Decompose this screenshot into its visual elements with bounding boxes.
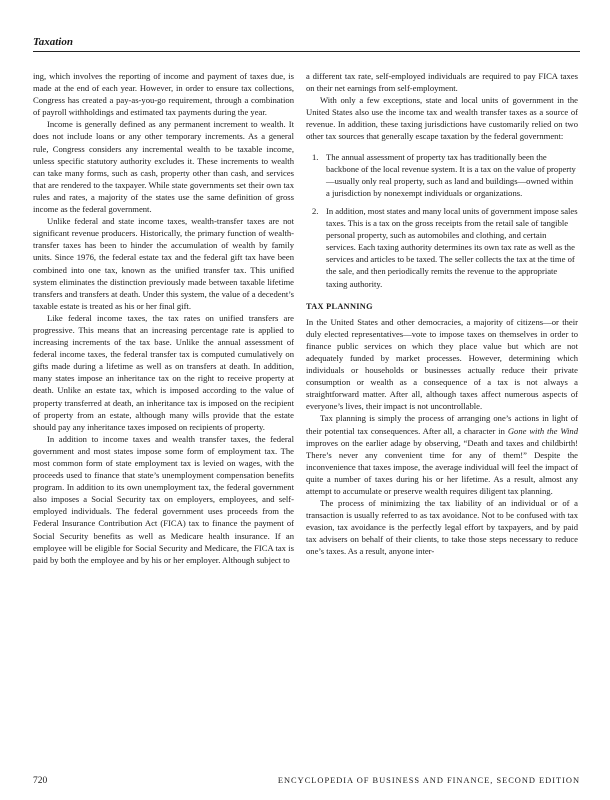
list-item [306,151,578,199]
paragraph: Unlike federal and state income taxes, wealth-transfer taxes are not significant revenue producers. Historically, the primary function of wealth-transfer taxes has been to hinder the accumulation of wealth by family units. Since 1976, the federal estate tax and the federal gift tax have been combined into one tax, known as the unified transfer tax. This unified system eliminates the distinction previously made between taxable lifetime transfers and transfers at death. Under this system, the value of a decedent’s taxable estate is treated as his or her final gift. [33,216,294,311]
list-item-text: The annual assessment of property tax has traditionally been the backbone of the local revenue system. It is a tax on the value of property—usually only real property, such as land and buildings—owned within a jurisdiction by nonexempt individuals or organizations. [326,151,576,198]
list-number: 1. [312,151,319,162]
paragraph: a different tax rate, self-employed individuals are required to pay FICA taxes on their net earnings from self-employment. [306,71,578,94]
left-column [33,70,294,566]
list-item-text: In addition, most states and many local units of government impose sales taxes. This is a tax on the gross receipts from the retail sale of tangible personal property, such as automobiles and clothing, and certain services. Each taxing authority determines its own tax rate as well as the services and articles to be taxed. The seller collects the tax at the time of the sale, and then periodically remits the revenue to the appropriate taxing authority. [326,205,578,289]
numbered-list [306,151,578,290]
list-number: 2. [312,205,319,216]
section-heading: TAX PLANNING [306,301,373,311]
paragraph [306,412,578,497]
running-head: Taxation [33,36,73,48]
paragraph: Like federal income taxes, the tax rates on unified transfers are progressive. This means that an increasing percentage rate is applied to increasing increments of the tax base. Unlike the annual assessment of federal income taxes, the federal transfer tax is computed cumulatively on gifts made during a lifetime as well as on transfers at death. In addition, many states impose an inheritance tax on the right to receive property at death. Unlike an estate tax, which is imposed according to the value of property transferred at death, an inheritance tax is imposed on the recipient of property from an estate, although many wills provide that the estate should pay any inheritance taxes imposed on recipients of property. [33,312,294,432]
header-rule [33,51,580,52]
page-number: 720 [33,776,48,786]
publication-title: ENCYCLOPEDIA OF BUSINESS AND FINANCE, SECOND EDITION [277,776,580,785]
right-column [306,70,578,558]
list-item [306,205,578,290]
book-title: Gone with the Wind [507,425,579,436]
text-run: Tax planning is simply the process of arranging one’s actions in light of their potential tax consequences. After all, a character in [306,413,578,436]
paragraph: In the United States and other democracies, a majority of citizens—or their duly elected representatives—vote to impose taxes on themselves in order to finance public services on which they place value but which are not adequately funded by market processes. However, determining which individuals or households or businesses actually reduce their private consumption or wealth as a consequence of a tax is not always a straightforward matter. After all, although taxes affect numerous aspects of everyone’s lives, their impact is not uncontrollable. [306,316,578,412]
paragraph: Income is generally defined as any permanent increment to wealth. It does not include loans or any other temporary increments. As a general rule, Congress considers any incremental wealth to be taxable income, unless specific statutory authority excludes it. These increments to wealth can take many forms, such as cash, property other than cash, and services that are rendered to the taxpayer. While state governments set their own tax rules and rates, a majority of the states use the same definition of gross income as the federal government. [33,119,294,215]
paragraph: In addition to income taxes and wealth transfer taxes, the federal government and most states impose some form of employment tax. The most common form of state employment tax is levied on wages, with the proceeds used to finance that state’s unemployment compensation benefits program. In addition to its own unemployment tax, the federal government also imposes a Social Security tax on employers, employees, and self-employed individuals. The federal government uses proceeds from the Federal Insurance Contribution Act (FICA) tax to finance the payment of Social Security benefits as well as Medicare health insurance. If an employee will be eligible for Social Security and Medicare, the FICA tax is paid by both the employee and by his or her employer. Although subject to [33,433,294,565]
paragraph: With only a few exceptions, state and local units of government in the United States also use the income tax and wealth transfer taxes as a source of revenue. In addition, these taxing jurisdictions have customarily relied on two other tax sources that generally escape taxation by the federal government: [306,95,578,142]
paragraph: The process of minimizing the tax liability of an individual or of a transaction is usually referred to as tax avoidance. Not to be confused with tax evasion, tax avoidance is the perfectly legal effort by taxpayers, and by paid tax advisers on behalf of their clients, to take those steps necessary to reduce one’s taxes. As a result, anyone inter- [306,498,578,557]
text-run: improves on the earlier adage by observing, “Death and taxes and childbirth! There’s never any convenient time for any of them!” Despite the inconvenience that taxes impose, the average individual will feel the impact of quite a number of taxes during his or her lifetime. As a result, almost any attempt to accumulate or preserve wealth requires diligent tax planning. [306,437,578,496]
paragraph: ing, which involves the reporting of income and payment of taxes due, is made at the end of each year. However, in order to ensure tax collections, Congress has created a pay-as-you-go requirement, through a combination of payroll withholdings and estimated tax payments during the year. [33,71,294,118]
